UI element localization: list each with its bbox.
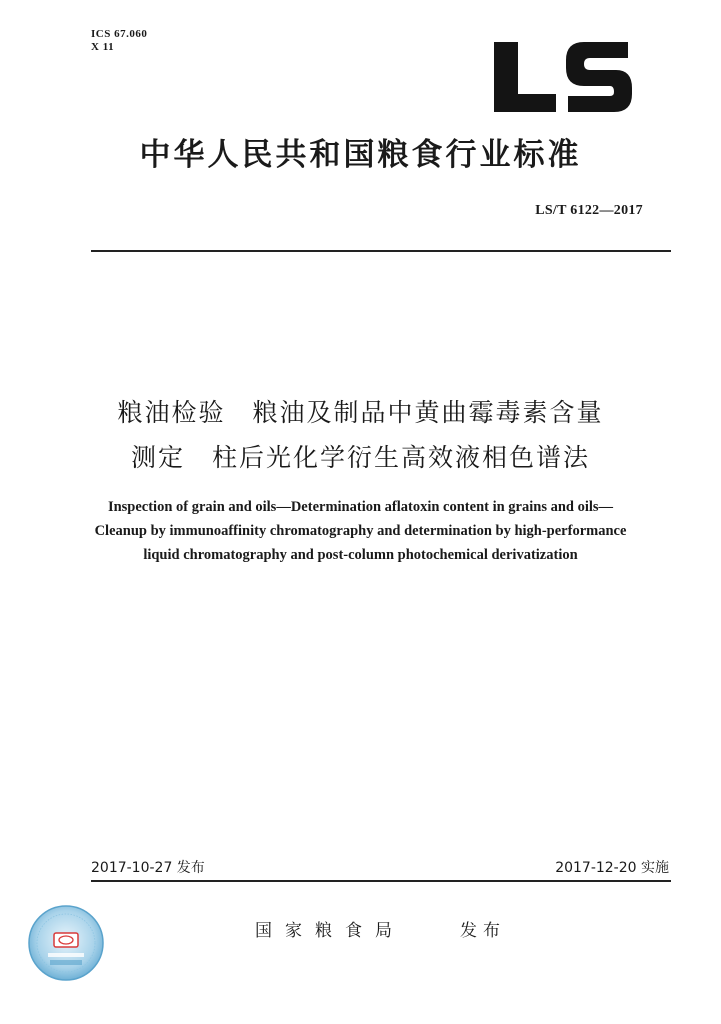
- effective-date: 2017-12-20 实施: [555, 860, 669, 876]
- english-title-line-1: Inspection of grain and oils—Determination aflatoxin content in grains and oils—: [107, 499, 614, 515]
- english-title-line-3: liquid chromatography and post-column photochemical derivatization: [143, 547, 578, 563]
- chinese-title-line-1: 粮油检验 粮油及制品中黄曲霉毒素含量: [117, 398, 604, 427]
- chinese-title-line-2: 测定 柱后光化学衍生高效液相色谱法: [130, 443, 590, 472]
- publisher: 国家粮食局: [255, 921, 405, 941]
- ics-line: ICS 67.060: [91, 28, 148, 40]
- publish-label: 发布: [460, 921, 506, 941]
- classification-line: X 11: [91, 41, 115, 53]
- standard-code: LS/T 6122—2017: [535, 203, 643, 218]
- anti-counterfeit-seal-icon: [26, 903, 106, 983]
- ls-logo: [488, 28, 638, 120]
- ics-code-block: [91, 28, 147, 54]
- top-divider: [91, 250, 671, 252]
- bottom-divider: [91, 880, 671, 882]
- standard-title: 中华人民共和国粮食行业标准: [139, 137, 582, 173]
- issue-date: 2017-10-27 发布: [91, 860, 205, 876]
- english-title-line-2: Cleanup by immunoaffinity chromatography and determination by high-performance: [94, 523, 627, 539]
